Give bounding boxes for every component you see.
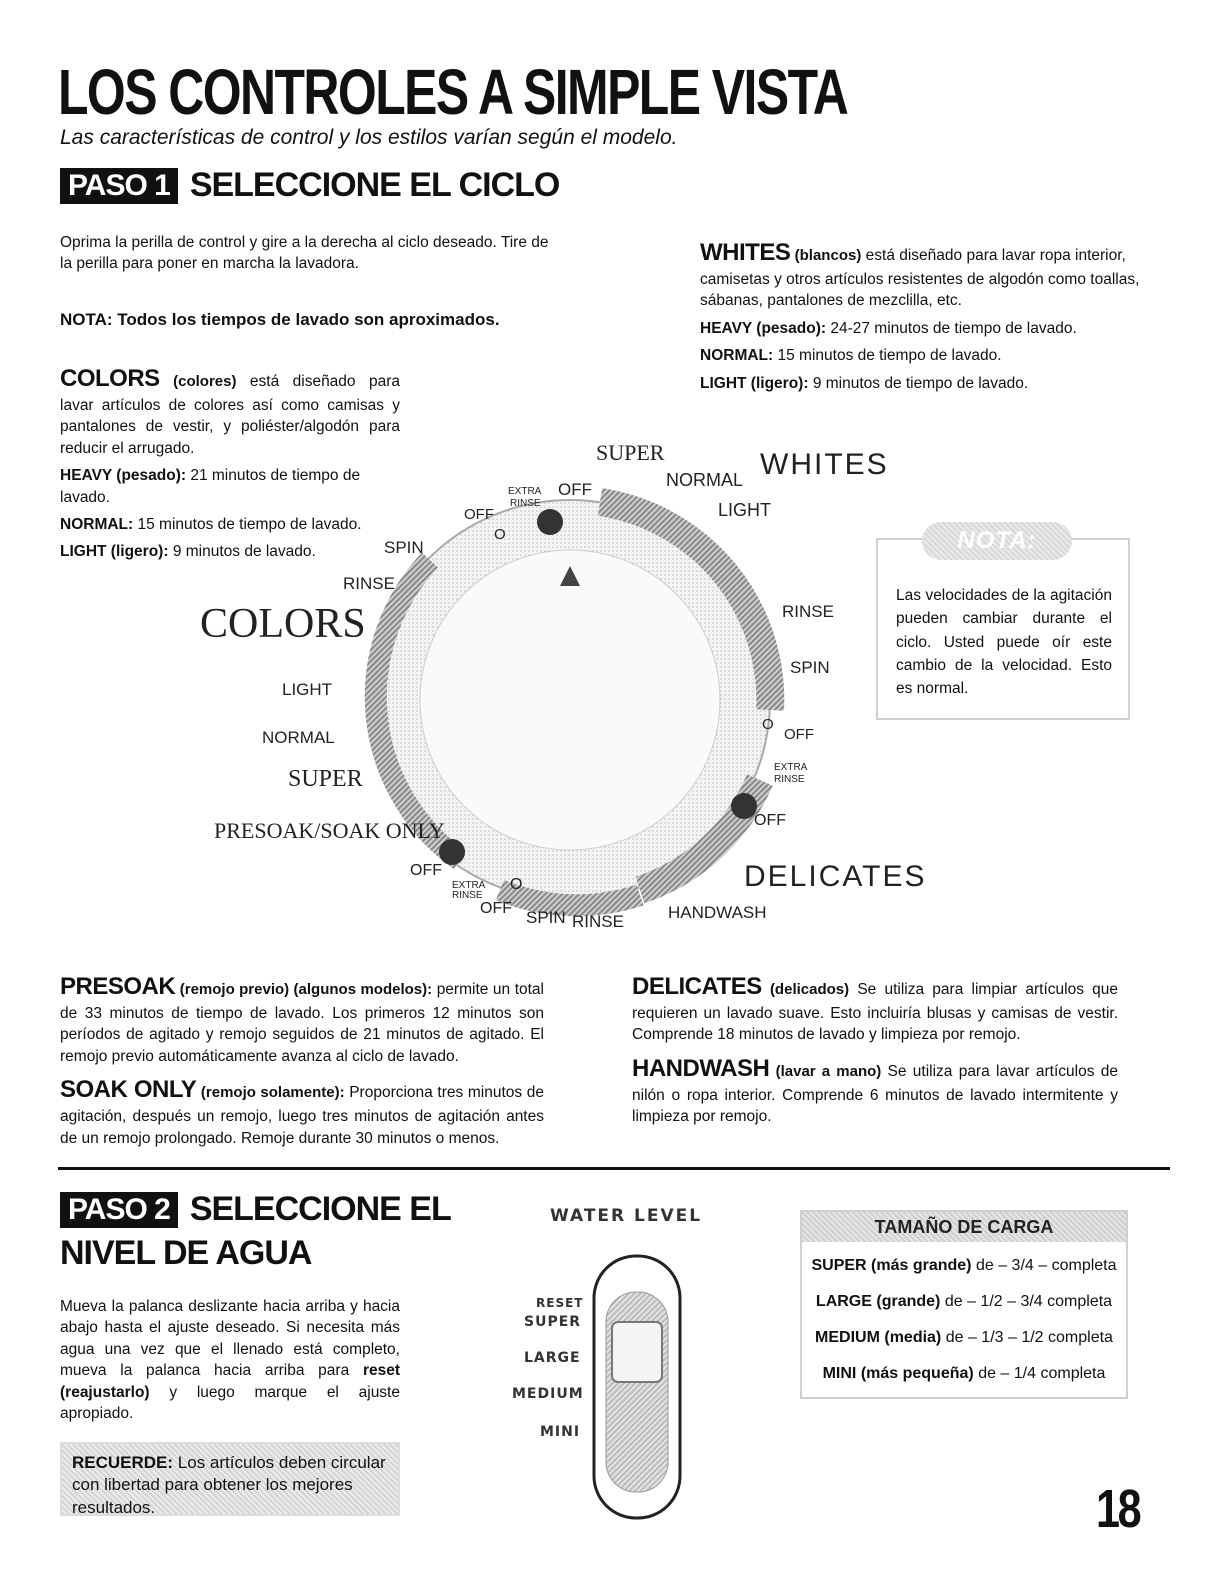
carga-row	[802, 1356, 1126, 1392]
step1-title: SELECCIONE EL CICLO	[189, 166, 560, 204]
whites-lead: WHITES	[700, 239, 791, 266]
whites-text: está diseñado para lavar ropa interior, camisetas y otros artículos resistentes de algodón como toallas, sábanas, pantalones de mezclilla, etc.	[700, 247, 1140, 310]
dial-o-right: O	[762, 716, 774, 733]
whites-normal-text: 15 minutos de tiempo de lavado.	[777, 347, 1002, 365]
step2-badge: PASO 2	[60, 1192, 178, 1228]
colors-lead: COLORS	[60, 365, 160, 392]
carga-box	[800, 1210, 1128, 1399]
dial-off-top-left: OFF	[464, 506, 494, 523]
step2-text-a: Mueva la palanca deslizante hacia arriba y hacia abajo hasta el ajuste deseado. Si necesita más agua una vez que el llenado está completo, mueva la palanca hacia arriba para	[60, 1298, 400, 1380]
dial-handwash: HANDWASH	[668, 903, 767, 922]
delicates-text: Se utiliza para limpiar artículos que requieren un lavado suave. Esto incluiría blusas y camisas de vestir. Comprende 18 minutos de lavado y limpieza por remojo.	[632, 981, 1118, 1044]
colors-light-text: 9 minutos de lavado.	[172, 543, 316, 561]
dial-normal-left: NORMAL	[262, 728, 335, 747]
dial-o-top: O	[494, 526, 506, 543]
carga-heading: TAMAÑO DE CARGA	[802, 1212, 1126, 1242]
colors-heavy-text: 21 minutos de tiempo de lavado.	[60, 467, 361, 506]
wl-large: LARGE	[524, 1350, 581, 1366]
dial-o-bottom: O	[510, 876, 523, 893]
water-level-graphic	[584, 1252, 694, 1524]
water-level-slider[interactable]	[584, 1252, 694, 1524]
water-level-title: WATER LEVEL	[550, 1206, 703, 1226]
wl-reset: RESET	[536, 1296, 584, 1310]
dial-spin-left: SPIN	[384, 538, 424, 557]
whites-normal-label: NORMAL:	[700, 347, 774, 365]
page-subtitle: Las características de control y los estilos varían según el modelo.	[60, 126, 678, 149]
recuerde-box	[60, 1442, 400, 1516]
carga-label: MEDIUM (media)	[815, 1329, 942, 1346]
colors-heavy-label: HEAVY (pesado):	[60, 467, 187, 485]
nota-box	[876, 527, 1130, 720]
carga-row	[802, 1284, 1126, 1320]
dial-light-left: LIGHT	[282, 680, 333, 699]
section-divider	[58, 1167, 1170, 1170]
page-title: LOS CONTROLES A SIMPLE VISTA	[58, 56, 848, 128]
carga-value: de – 1/2 – 3/4 completa	[944, 1293, 1113, 1310]
step2-text-b: reset (reajustarlo)	[60, 1362, 400, 1401]
whites-heavy-label: HEAVY (pesado):	[700, 319, 827, 337]
dial-whites: WHITES	[760, 448, 889, 481]
dial-super-left: SUPER	[288, 766, 363, 792]
whites-section	[700, 236, 1140, 400]
wl-super: SUPER	[524, 1314, 582, 1330]
soak-paren: (remojo solamente):	[200, 1084, 345, 1102]
delicates-lead: DELICATES	[632, 973, 762, 1000]
dial-extra-top: EXTRA	[508, 486, 542, 497]
wl-mini: MINI	[540, 1424, 581, 1440]
dial-off-bottom: OFF	[410, 862, 442, 879]
dial-rinse-left: RINSE	[343, 574, 395, 593]
step2-title-2: NIVEL DE AGUA	[60, 1233, 312, 1272]
colors-normal-text: 15 minutos de tiempo de lavado.	[137, 515, 362, 533]
slider-handle	[612, 1322, 662, 1382]
step2-title-1: SELECCIONE EL	[189, 1190, 451, 1228]
step2-text	[60, 1296, 400, 1430]
dial-rinse-bottom-small: RINSE	[452, 890, 483, 901]
dial-extra-right: EXTRA	[774, 762, 808, 773]
whites-heavy-text: 24-27 minutos de tiempo de lavado.	[830, 319, 1077, 337]
colors-paren: (colores)	[173, 373, 237, 390]
carga-row	[802, 1248, 1126, 1284]
carga-value: de – 1/3 – 1/2 completa	[945, 1329, 1113, 1346]
presoak-paren: (remojo previo) (algunos modelos):	[179, 981, 433, 998]
dial-rinse-top: RINSE	[510, 498, 541, 509]
handwash-text: Se utiliza para lavar artículos de nilón o ropa interior. Comprende 6 minutos de lavado intermitente y limpieza por remojo.	[632, 1062, 1118, 1126]
presoak-lead: PRESOAK	[60, 973, 176, 1000]
dial-rinse-bottom: RINSE	[572, 912, 624, 931]
delicates-paren: (delicados)	[769, 981, 850, 998]
page-number: 18	[1096, 1479, 1140, 1539]
dial-colors: COLORS	[200, 601, 366, 647]
carga-label: MINI (más pequeña)	[822, 1365, 974, 1382]
presoak-text: permite un total de 33 minutos de tiempo de lavado. Los primeros 12 minutos son períodos de agitado y remojo seguidos de 21 minutos de agitado. El remojo previo automáticamente avanza al ciclo de lavado.	[60, 981, 544, 1065]
presoak-section	[60, 970, 544, 1155]
carga-row	[802, 1320, 1126, 1356]
soak-lead: SOAK ONLY	[60, 1076, 197, 1104]
carga-label: SUPER (más grande)	[811, 1257, 972, 1274]
dial-off-bottom-2: OFF	[480, 900, 512, 917]
nota-heading: NOTA:	[922, 522, 1072, 560]
recuerde-label: RECUERDE:	[72, 1453, 174, 1472]
whites-paren: (blancos)	[794, 247, 862, 264]
step1-intro	[60, 232, 560, 281]
dial-extra-bottom: EXTRA	[452, 880, 486, 891]
colors-light-label: LIGHT (ligero):	[60, 543, 169, 561]
recuerde-text: Los artículos deben circular con libertad para obtener los mejores resultados.	[72, 1453, 386, 1517]
dial-super-top: SUPER	[596, 440, 665, 465]
whites-light-label: LIGHT (ligero):	[700, 374, 809, 392]
step1-heading	[60, 168, 559, 204]
dial-spin-right: SPIN	[790, 658, 830, 677]
dial-rinse-right-small: RINSE	[774, 774, 805, 785]
step1-nota: NOTA: Todos los tiempos de lavado son aproximados.	[60, 310, 500, 329]
dial-light-right: LIGHT	[718, 500, 772, 520]
carga-value: de – 1/4 completa	[978, 1365, 1106, 1382]
intro-text: Oprima la perilla de control y gire a la derecha al ciclo deseado. Tire de la perilla para poner en marcha la lavadora.	[60, 234, 549, 273]
carga-value: de – 3/4 – completa	[975, 1257, 1117, 1274]
delicates-section	[632, 970, 1118, 1134]
dial-delicates: DELICATES	[744, 860, 927, 893]
dial-off-top: OFF	[558, 480, 592, 499]
handwash-paren: (lavar a mano)	[775, 1062, 882, 1080]
dial-spin-bottom: SPIN	[526, 908, 566, 927]
handwash-lead: HANDWASH	[632, 1054, 770, 1082]
nota-text: Las velocidades de la agitación pueden cambiar durante el ciclo. Usted puede oír este cambio de la velocidad. Esto es normal.	[896, 587, 1112, 697]
step1-badge: PASO 1	[60, 168, 178, 204]
step2-heading	[60, 1192, 451, 1271]
colors-normal-label: NORMAL:	[60, 515, 134, 533]
dial-normal-top: NORMAL	[666, 470, 744, 490]
step2-text-c: y luego marque el ajuste apropiado.	[60, 1383, 400, 1422]
carga-label: LARGE (grande)	[815, 1293, 941, 1310]
dial-rinse-right: RINSE	[782, 602, 834, 621]
dial-off-right-low: OFF	[754, 812, 786, 829]
dial-presoak: PRESOAK/SOAK ONLY	[214, 818, 445, 843]
dial-off-right: OFF	[784, 726, 814, 743]
wl-medium: MEDIUM	[512, 1386, 584, 1402]
whites-light-text: 9 minutos de tiempo de lavado.	[812, 374, 1029, 392]
soak-text: Proporciona tres minutos de agitación, después un remojo, luego tres minutos de agitación antes de un remojo prolongado. Remoje durante 30 minutos o menos.	[60, 1084, 544, 1147]
colors-text: está diseñado para lavar artículos de colores así como camisas y pantalones de vestir, y poliéster/algodón para reducir el arrugado.	[60, 373, 400, 457]
